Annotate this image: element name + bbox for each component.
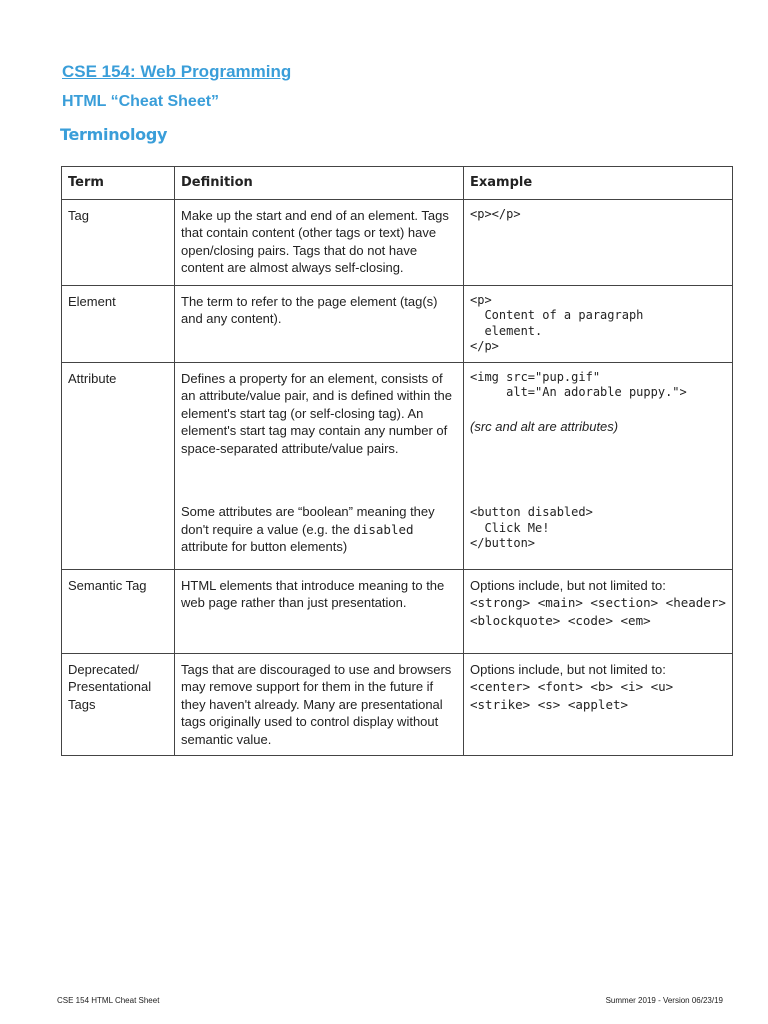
definition-cell: Make up the start and end of an element. Tags that contain content (other tags or text) have open/closing pairs. Tags that do not have content are almost always self-closing. [175, 199, 464, 285]
definition-cell: The term to refer to the page element (tag(s) and any content). [175, 285, 464, 362]
inline-code: disabled [353, 521, 414, 537]
definition-text: Defines a property for an element, consists of an attribute/value pair, and is defined within the element's start tag (or self-closing tag). An element's start tag may contain any number of space-separated attribute/value pairs. [181, 370, 453, 456]
table-row [62, 653, 733, 756]
definition-cell: HTML elements that introduce meaning to the web page rather than just presentation. [175, 569, 464, 653]
example-note: (src and alt are attributes) [470, 418, 619, 434]
example-code: <img src="pup.gif" alt="An adorable puppy."> [470, 369, 687, 399]
term-cell: Attribute [62, 362, 175, 569]
column-header-definition: Definition [175, 167, 464, 200]
definition-text-part: Some attributes are “boolean” meaning they don't require a value (e.g. the [181, 504, 435, 537]
example-code-button: <button disabled> Click Me! </button> [470, 505, 593, 550]
terminology-table [61, 166, 733, 756]
example-cell [464, 362, 733, 569]
example-intro: Options include, but not limited to: [470, 577, 666, 593]
section-heading: Terminology [60, 125, 168, 144]
example-cell [464, 199, 733, 285]
definition-cell: Tags that are discouraged to use and browsers may remove support for them in the future if they haven't already. Many are presentational tags originally used to control display without semantic value. [175, 653, 464, 756]
example-cell [464, 569, 733, 653]
table-row [62, 285, 733, 362]
table-row [62, 199, 733, 285]
example-code: <p> Content of a paragraph element. </p> [470, 292, 644, 353]
term-cell: Semantic Tag [62, 569, 175, 653]
footer-right: Summer 2019 - Version 06/23/19 [605, 996, 723, 1005]
footer-left: CSE 154 HTML Cheat Sheet [57, 996, 160, 1005]
document-subtitle: HTML “Cheat Sheet” [62, 93, 220, 110]
definition-text-boolean [181, 503, 457, 556]
term-cell: Element [62, 285, 175, 362]
column-header-term: Term [62, 167, 175, 200]
example-code: <strong> <main> <section> <header> <blockquote> <code> <em> [470, 595, 726, 628]
table-row [62, 569, 733, 653]
definition-cell [175, 362, 464, 569]
definition-text-part: attribute for button elements) [181, 539, 348, 554]
column-header-example: Example [464, 167, 733, 200]
term-cell: Deprecated/ Presentational Tags [62, 653, 175, 756]
example-cell [464, 285, 733, 362]
example-cell [464, 653, 733, 756]
example-intro: Options include, but not limited to: [470, 661, 666, 677]
example-code: <p></p> [470, 206, 521, 221]
document-title: CSE 154: Web Programming [62, 62, 292, 81]
table-header-row [62, 167, 733, 200]
example-code: <center> <font> <b> <i> <u> <strike> <s> <applet> [470, 679, 674, 712]
table-row [62, 362, 733, 569]
term-cell: Tag [62, 199, 175, 285]
